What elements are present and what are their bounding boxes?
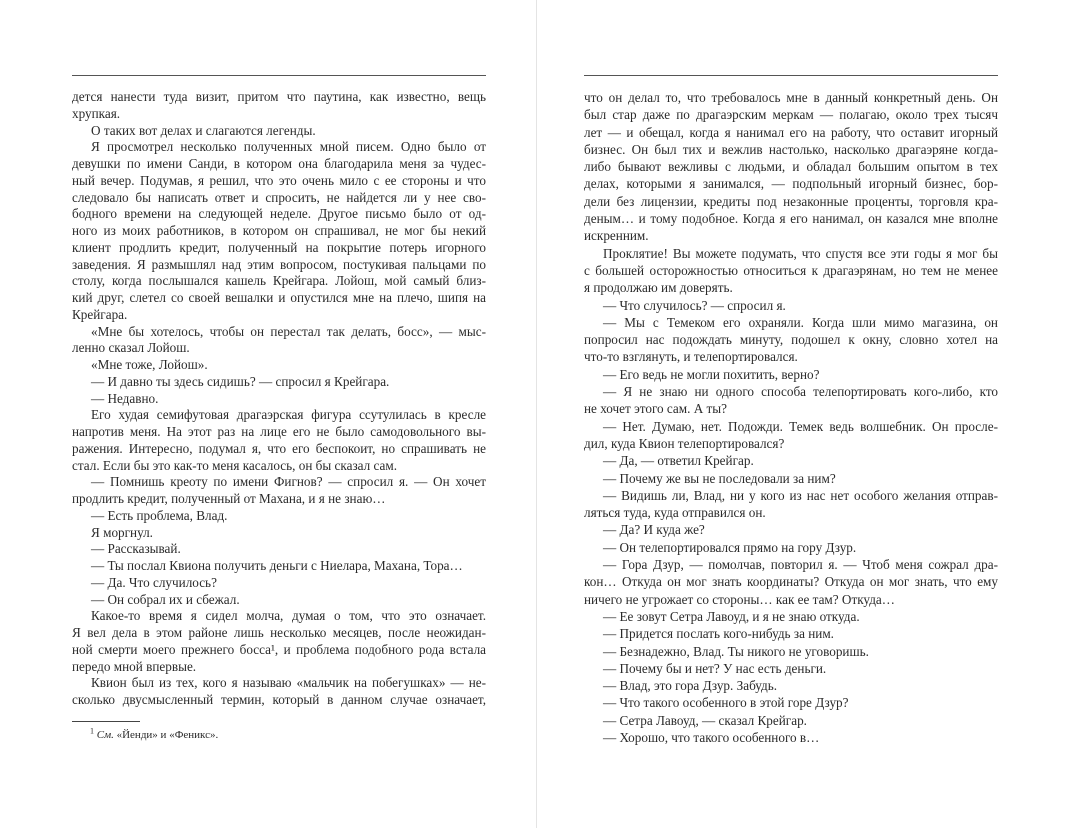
text-line: дется нанести туда визит, притом что паутина, как известно, вещь: [72, 89, 486, 104]
text-line: — Рассказывай.: [91, 541, 181, 557]
text-line: — Недавно.: [91, 390, 159, 406]
text-line: передо мной впервые.: [72, 658, 197, 674]
text-line: — Ты послал Квиона получить деньги с Ниелара, Махана, Тора…: [91, 558, 463, 573]
text-line: ражения. Интересно, подумал я, что его беспокоит, но спрашивать не: [72, 440, 486, 456]
text-line: — Да, — ответил Крейгар.: [603, 453, 754, 469]
text-line: — Помнишь креоту по имени Фигнов? — спросил я. — Он хочет: [91, 474, 486, 490]
text-line: — Сетра Лавоуд, — сказал Крейгар.: [603, 712, 807, 728]
text-line: Квион был из тех, кого я называю «мальчик на побегушках» — не-: [91, 675, 486, 691]
text-line: — Есть проблема, Влад.: [91, 507, 228, 523]
text-line: Его худая семифутовая драгаэрская фигура ссутулилась в кресле: [91, 407, 486, 423]
text-line: ляться туда, куда отправился он.: [584, 505, 766, 521]
footnote-mark: 1: [90, 726, 94, 736]
text-line: ной смерти моего прежнего босса¹, и проблема подобного рода встала: [72, 641, 486, 657]
text-line: девушки по имени Санди, в котором она благодарила меня за чудес-: [72, 156, 486, 171]
left-page: [0, 0, 536, 828]
text-line: ный вечер. Подумав, я решил, что это очень мило с ее стороны и что: [72, 172, 486, 188]
text-line: О таких вот делах и слагаются легенды.: [91, 122, 316, 138]
text-line: бизнес. Он был тих и вежлив настолько, насколько драгаэряне когда-: [584, 141, 998, 157]
text-line: бодного времени на следующей неделе. Другое письмо было от од-: [72, 206, 486, 222]
text-line: ничего не угрожает со стороны… как ее там? Откуда…: [584, 591, 895, 607]
text-line: ного из моих работников, в котором он спрашивал, не мог бы некий: [72, 223, 486, 238]
text-line: с большей осторожностью относиться к драгаэрянам, но тем не менее: [584, 262, 998, 278]
text-line: Я моргнул.: [91, 524, 153, 540]
text-line: был стар даже по драгаэрским меркам — полагаю, около трех тысяч: [584, 107, 998, 123]
text-line: — Почему же вы не последовали за ним?: [603, 470, 836, 486]
text-line: напротив меня. На этот раз на лице его не было самодовольного вы-: [72, 424, 486, 439]
text-line: кий друг, слетел со своей вешалки и опустился мне на плечо, шипя на: [72, 290, 486, 305]
text-line: столу, когда послышался кашель Крейгара. Лойош, мой самый близ-: [72, 273, 486, 289]
text-line: — Его ведь не могли похитить, верно?: [603, 366, 820, 382]
text-line: «Мне тоже, Лойош».: [91, 357, 208, 372]
text-line: следовало бы написать ответ и спросить, не найдется ли у нее сво-: [72, 189, 486, 205]
text-line: — Безнадежно, Влад. Ты никого не уговоришь.: [603, 643, 869, 659]
text-line: что-то взглянуть, и телепортировался.: [584, 349, 798, 365]
text-line: — Что случилось? — спросил я.: [603, 297, 786, 313]
text-line: лет — и обещал, когда я нанимал его на работу, что оставит игорный: [584, 124, 998, 140]
header-rule: [584, 75, 998, 76]
text-line: искренним.: [584, 228, 649, 244]
text-line: делах, которыми я занимался, — подпольный игорный бизнес, бор-: [584, 176, 998, 192]
text-line: дели без лицензии, кредиты под незаконные проценты, торговля кра-: [584, 193, 998, 209]
footnote: [90, 726, 219, 741]
text-line: продлить кредит, полученный от Махана, и я не знаю…: [72, 491, 386, 506]
footnote-ref: См.: [96, 729, 114, 741]
right-page: [537, 0, 1075, 828]
text-line: «Мне бы хотелось, чтобы он перестал так делать, босс», — мыс-: [91, 323, 486, 339]
text-line: попросил нас подождать минуту, подошел к окну, словно хотел на: [584, 332, 998, 348]
text-line: — Гора Дзур, — помолчав, повторил я. — Чтоб меня сожрал дра-: [603, 557, 998, 573]
text-line: стал. Если бы это как-то меня касалось, он бы сказал сам.: [72, 457, 398, 473]
page-body-text: [584, 89, 998, 746]
text-line: ленно сказал Лойош.: [72, 340, 190, 356]
text-line: я продолжаю им доверять.: [584, 280, 733, 296]
text-line: сколько двусмысленный термин, который в данном случае означает,: [72, 692, 486, 707]
text-line: — Да? И куда же?: [603, 522, 705, 538]
text-line: — Влад, это гора Дзур. Забудь.: [603, 678, 778, 694]
text-line: клиент продлить кредит, полученный на покрытие потерь игорного: [72, 239, 486, 255]
text-line: — Да. Что случилось?: [91, 574, 217, 590]
text-line: — Мы с Темеком его охраняли. Когда шли мимо магазина, он: [603, 314, 998, 330]
text-line: дил, куда Квион телепортировался?: [584, 435, 785, 451]
text-line: хрупкая.: [72, 105, 121, 121]
text-line: — Почему бы и нет? У нас есть деньги.: [603, 660, 827, 676]
text-line: — Хорошо, что такого особенного в…: [603, 729, 820, 745]
text-line: деным… и тому подобное. Когда я его нанимал, он казался мне вполне: [584, 211, 998, 227]
text-line: Я вел дела в этом районе лишь несколько месяцев, после неожидан-: [72, 625, 486, 640]
text-line: Проклятие! Вы можете подумать, что спустя все эти годы я мог бы: [603, 245, 998, 261]
header-rule: [72, 75, 486, 76]
text-line: — Ее зовут Сетра Лавоуд, и я не знаю откуда.: [603, 608, 860, 624]
text-line: — Видишь ли, Влад, ни у кого из нас нет особого желания отправ-: [603, 487, 998, 503]
text-line: либо бывают вежливы с людьми, и обладал большим опытом в тех: [584, 159, 998, 175]
text-line: Какое-то время я сидел молча, думая о том, что это означает.: [91, 608, 486, 624]
footnote-text: «Йенди» и «Феникс».: [116, 729, 219, 741]
text-line: — Нет. Думаю, нет. Подожди. Темек ведь волшебник. Он просле-: [603, 418, 998, 434]
text-line: Крейгара.: [72, 306, 128, 322]
text-line: — Он собрал их и сбежал.: [91, 591, 240, 607]
text-line: — И давно ты здесь сидишь? — спросил я Крейгара.: [91, 373, 390, 389]
text-line: — Что такого особенного в этой горе Дзур?: [603, 695, 849, 711]
footnote-rule: [72, 721, 140, 722]
text-line: — Придется послать кого-нибудь за ним.: [603, 626, 834, 642]
text-line: не хочет этого сам. А ты?: [584, 401, 728, 417]
text-line: — Я не знаю ни одного способа телепортировать кого-либо, кто: [603, 384, 998, 400]
text-line: — Он телепортировался прямо на гору Дзур.: [603, 539, 857, 555]
text-line: что он делал то, что требовалось мне в данный конкретный день. Он: [584, 90, 998, 105]
text-line: кон… Откуда он мог знать координаты? Откуда он мог знать, что ему: [584, 574, 998, 590]
page-body-text: [72, 89, 486, 709]
text-line: заведения. Я размышлял над этим вопросом, постукивая пальцами по: [72, 256, 486, 272]
text-line: Я просмотрел несколько полученных мной писем. Одно было от: [91, 139, 486, 155]
